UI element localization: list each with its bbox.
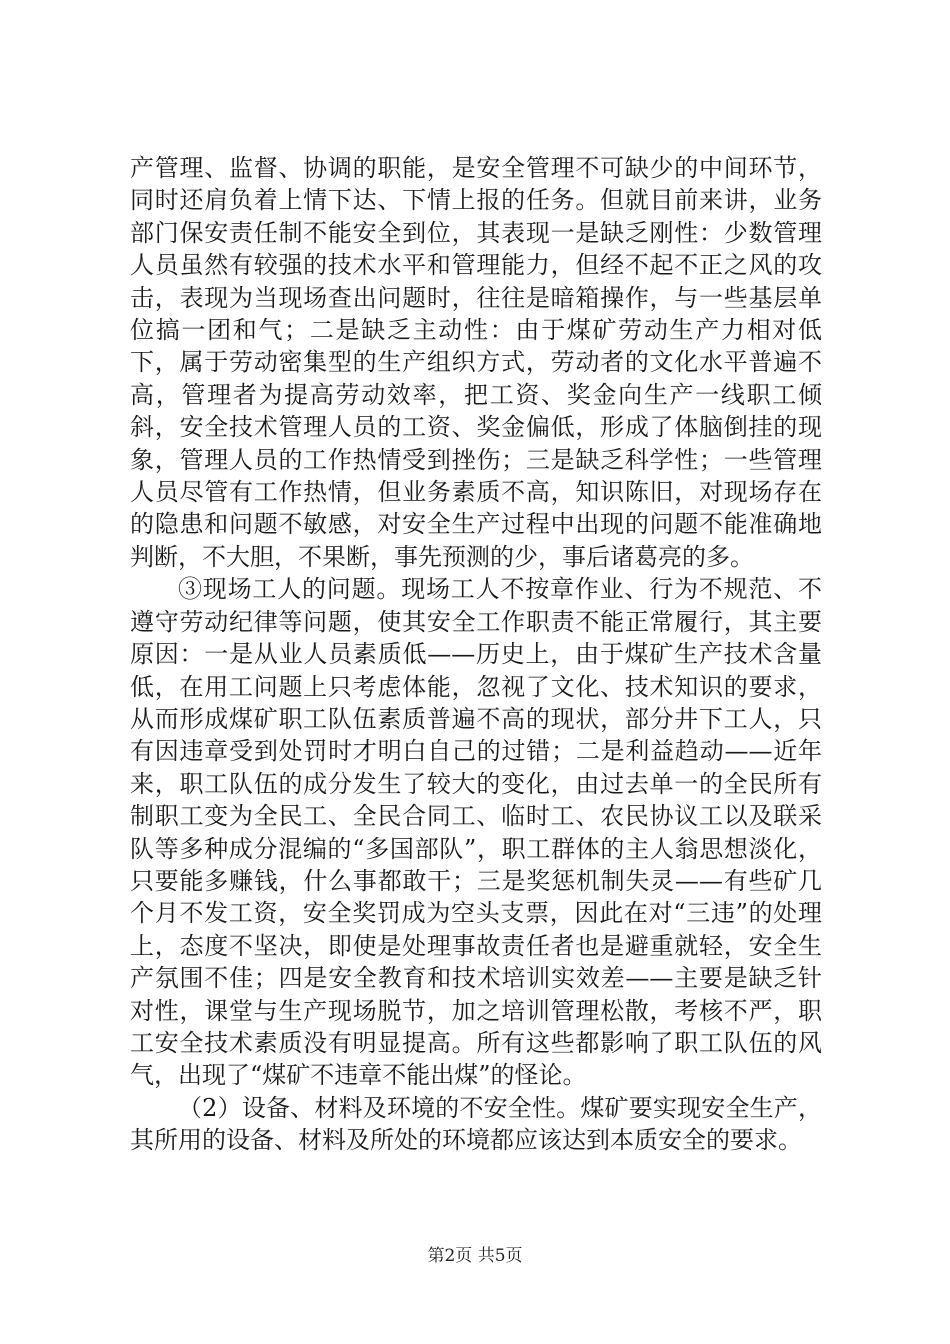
paragraph-continuation: 产管理、监督、协调的职能，是安全管理不可缺少的中间环节，同时还肩负着上情下达、下情上报的任务。但就目前来讲，业务部门保安责任制不能安全到位，其表现一是缺乏刚性：少数管理人员虽然有较强的技术水平和管理能力，但经不起不正之风的攻击，表现为当现场查出问题时，往往是暗箱操作，与一些基层单位搞一团和气；二是缺乏主动性：由于煤矿劳动生产力相对低下，属于劳动密集型的生产组织方式，劳动者的文化水平普遍不高，管理者为提高劳动效率，把工资、奖金向生产一线职工倾斜，安全技术管理人员的工资、奖金偏低，形成了体脑倒挂的现象，管理人员的工作热情受到挫伤；三是缺乏科学性；一些管理人员尽管有工作热情，但业务素质不高，知识陈旧，对现场存在的隐患和问题不敏感，对安全生产过程中出现的问题不能准确地判断，不大胆，不果断，事先预测的少，事后诸葛亮的多。 <box>130 154 822 571</box>
page-number-footer: 第2页 共5页 <box>427 1246 523 1266</box>
paragraph-equipment-materials: （2）设备、材料及环境的不安全性。煤矿要实现安全生产，其所用的设备、材料及所处的环境都应该达到本质安全的要求。 <box>130 1093 822 1155</box>
paragraph-field-workers: ③现场工人的问题。现场工人不按章作业、行为不规范、不遵守劳动纪律等问题，使其安全工作职责不能正常履行，其主要原因：一是从业人员素质低——历史上，由于煤矿生产技术含量低，在用工问题上只考虑体能，忽视了文化、技术知识的要求，从而形成煤矿职工队伍素质普遍不高的现状，部分井下工人，只有因违章受到处罚时才明白自己的过错；二是利益趋动——近年来，职工队伍的成分发生了较大的变化，由过去单一的全民所有制职工变为全民工、全民合同工、临时工、农民协议工以及联采队等多种成分混编的“多国部队”，职工群体的主人翁思想淡化，只要能多赚钱，什么事都敢干；三是奖惩机制失灵——有些矿几个月不发工资，安全奖罚成为空头支票，因此在对“三违”的处理上，态度不坚决，即使是处理事故责任者也是避重就轻，安全生产氛围不佳；四是安全教育和技术培训实效差——主要是缺乏针对性，课堂与生产现场脱节，加之培训管理松散，考核不严，职工安全技术素质没有明显提高。所有这些都影响了职工队伍的风气，出现了“煤矿不违章不能出煤”的怪论。 <box>130 575 822 1090</box>
document-body <box>130 152 822 1157</box>
